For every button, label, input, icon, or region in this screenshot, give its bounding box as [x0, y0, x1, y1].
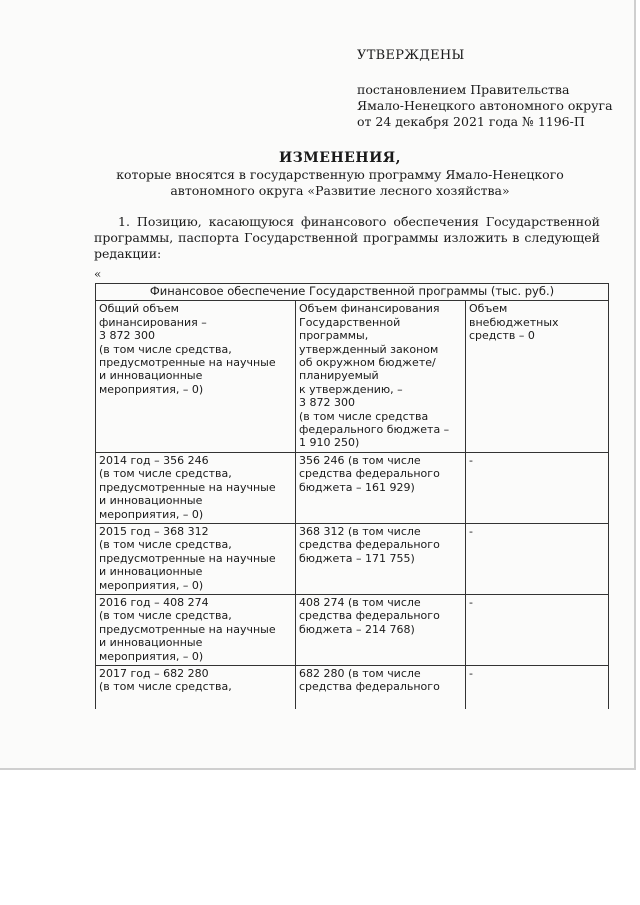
cell-line: 2015 год – 368 312	[99, 524, 209, 538]
header-cell-budget	[296, 301, 466, 452]
cell-line: и инновационные	[99, 369, 203, 383]
cell-line: (в том числе средства	[299, 409, 429, 423]
cell-line: средства федерального	[299, 680, 440, 694]
cell-line: внебюджетных	[469, 315, 559, 329]
year-total-cell	[96, 665, 296, 709]
cell-line: к утверждению, –	[299, 382, 403, 396]
cell-line: федерального бюджета –	[299, 423, 450, 437]
cell-line: средства федерального	[299, 538, 440, 552]
cell-line: 682 280 (в том числе	[299, 666, 421, 680]
approval-line: Ямало-Ненецкого автономного округа	[357, 98, 613, 113]
year-extrabudget-cell: -	[466, 665, 609, 709]
cell-line: мероприятия, – 0)	[99, 649, 204, 663]
cell-line: 356 246 (в том числе	[299, 453, 421, 467]
cell-line: планируемый	[299, 369, 379, 383]
title-subtitle: автономного округа «Развитие лесного хозяйства»	[170, 183, 510, 198]
cell-line: 368 312 (в том числе	[299, 524, 421, 538]
cell-line: Объем	[469, 302, 508, 316]
header-cell-extrabudget	[466, 301, 609, 452]
year-extrabudget-cell: -	[466, 594, 609, 665]
year-total-cell	[96, 452, 296, 523]
title-subtitle: которые вносятся в государственную программу Ямало-Ненецкого	[116, 167, 564, 182]
title-main: ИЗМЕНЕНИЯ,	[278, 150, 402, 166]
cell-line: 1 910 250)	[299, 436, 360, 450]
cell-line: и инновационные	[99, 636, 203, 650]
cell-line: 2016 год – 408 274	[99, 595, 209, 609]
table-row-2015	[96, 523, 609, 594]
cell-line: (в том числе средства,	[99, 467, 232, 481]
cell-line: мероприятия, – 0)	[99, 507, 204, 521]
approval-line: постановлением Правительства	[357, 82, 570, 97]
table-caption: Финансовое обеспечение Государственной программы (тыс. руб.)	[96, 284, 609, 301]
cell-line: (в том числе средства,	[99, 609, 232, 623]
approval-stamp	[357, 48, 613, 130]
year-budget-cell	[296, 452, 466, 523]
cell-line: финансирования –	[99, 315, 207, 329]
cell-line: и инновационные	[99, 565, 203, 579]
year-budget-cell	[296, 665, 466, 709]
table-row-2014	[96, 452, 609, 523]
year-extrabudget-cell: -	[466, 452, 609, 523]
cell-line: 3 872 300	[299, 396, 355, 410]
approval-line: от 24 декабря 2021 года № 1196-П	[357, 114, 585, 129]
paragraph-1: 1. Позицию, касающуюся финансового обеспечения Государственной программы, паспорта Государственной программы изложить в следующей редакции:	[94, 214, 600, 261]
cell-line: (в том числе средства,	[99, 342, 232, 356]
header-cell-total	[96, 301, 296, 452]
cell-line: средств – 0	[469, 329, 535, 343]
year-budget-cell	[296, 523, 466, 594]
cell-line: 3 872 300	[99, 329, 155, 343]
cell-line: предусмотренные на научные	[99, 551, 276, 565]
year-budget-cell	[296, 594, 466, 665]
cell-line: утвержденный законом	[299, 342, 439, 356]
cell-line: мероприятия, – 0)	[99, 382, 204, 396]
cell-line: бюджета – 171 755)	[299, 551, 415, 565]
cell-line: (в том числе средства,	[99, 680, 232, 694]
cell-line: Государственной	[299, 315, 401, 329]
cell-line: предусмотренные на научные	[99, 622, 276, 636]
cell-line: (в том числе средства,	[99, 538, 232, 552]
cell-line: об окружном бюджете/	[299, 356, 436, 370]
cell-line: мероприятия, – 0)	[99, 578, 204, 592]
approval-heading: УТВЕРЖДЕНЫ	[357, 48, 465, 63]
cell-line: Объем финансирования	[299, 302, 440, 316]
cell-line: 2017 год – 682 280	[99, 666, 209, 680]
cell-line: предусмотренные на научные	[99, 356, 276, 370]
cell-line: предусмотренные на научные	[99, 480, 276, 494]
cell-line: средства федерального	[299, 467, 440, 481]
cell-line: программы,	[299, 329, 369, 343]
cell-line: Общий объем	[99, 302, 179, 316]
financing-table	[95, 283, 609, 709]
cell-line: средства федерального	[299, 609, 440, 623]
document-title	[70, 150, 610, 199]
cell-line: 408 274 (в том числе	[299, 595, 421, 609]
opening-quote: «	[94, 267, 102, 281]
cell-line: бюджета – 161 929)	[299, 480, 415, 494]
cell-line: 2014 год – 356 246	[99, 453, 209, 467]
table-caption-row	[96, 284, 609, 301]
cell-line: и инновационные	[99, 494, 203, 508]
year-extrabudget-cell: -	[466, 523, 609, 594]
table-row-2017	[96, 665, 609, 709]
year-total-cell	[96, 523, 296, 594]
cell-line: бюджета – 214 768)	[299, 622, 415, 636]
table-header-row	[96, 301, 609, 452]
table-row-2016	[96, 594, 609, 665]
year-total-cell	[96, 594, 296, 665]
